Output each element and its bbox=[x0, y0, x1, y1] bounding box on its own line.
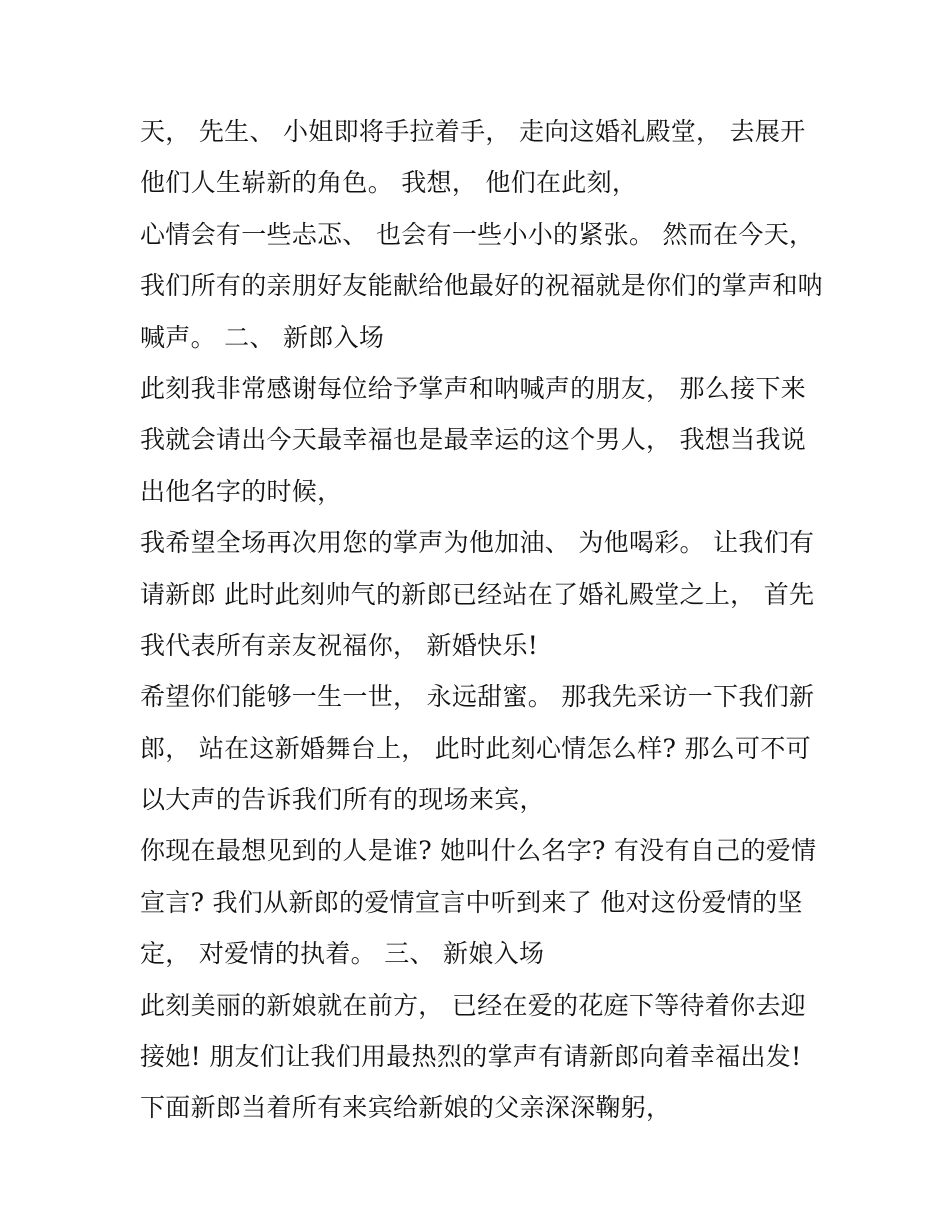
text-line: 以大声的告诉我们所有的现场来宾， bbox=[140, 785, 545, 815]
text-line: 此刻我非常感谢每位给予掌声和呐喊声的朋友， 那么接下来 bbox=[140, 373, 807, 403]
text-line: 此刻美丽的新娘就在前方， 已经在爱的花庭下等待着你去迎 bbox=[140, 990, 807, 1020]
text-line: 我就会请出今天最幸福也是最幸运的这个男人， 我想当我说 bbox=[140, 425, 807, 455]
text-line: 他们人生崭新的角色。 我想， 他们在此刻， bbox=[140, 168, 638, 198]
section-heading-line: 喊声。 二、 新郎入场 bbox=[140, 322, 385, 352]
body-text bbox=[140, 106, 840, 1134]
text-line: 接她! 朋友们让我们用最热烈的掌声有请新郎向着幸福出发! bbox=[140, 1042, 802, 1072]
text-line: 宣言? 我们从新郎的爱情宣言中听到来了 他对这份爱情的坚 bbox=[140, 887, 803, 917]
text-line: 你现在最想见到的人是谁? 她叫什么名字? 有没有自己的爱情 bbox=[140, 836, 817, 866]
text-line: 心情会有一些忐忑、 也会有一些小小的紧张。 然而在今天， bbox=[140, 219, 815, 249]
text-line: 希望你们能够一生一世， 永远甜蜜。 那我先采访一下我们新 bbox=[140, 682, 815, 712]
section-heading-line: 定， 对爱情的执着。 三、 新娘入场 bbox=[140, 939, 545, 969]
text-line: 郎， 站在这新婚舞台上， 此时此刻心情怎么样? 那么可不可 bbox=[140, 733, 811, 763]
text-line: 天， 先生、 小姐即将手拉着手， 走向这婚礼殿堂， 去展开 bbox=[140, 117, 806, 146]
text-line: 下面新郎当着所有来宾给新娘的父亲深深鞠躬， bbox=[140, 1093, 672, 1123]
text-line: 我代表所有亲友祝福你， 新婚快乐! bbox=[140, 630, 539, 660]
text-line: 我们所有的亲朋好友能献给他最好的祝福就是你们的掌声和呐 bbox=[140, 271, 824, 301]
text-line: 我希望全场再次用您的掌声为他加油、 为他喝彩。 让我们有 bbox=[140, 528, 815, 558]
text-line: 请新郎 此时此刻帅气的新郎已经站在了婚礼殿堂之上， 首先 bbox=[140, 579, 815, 609]
text-line: 出他名字的时候， bbox=[140, 476, 343, 506]
